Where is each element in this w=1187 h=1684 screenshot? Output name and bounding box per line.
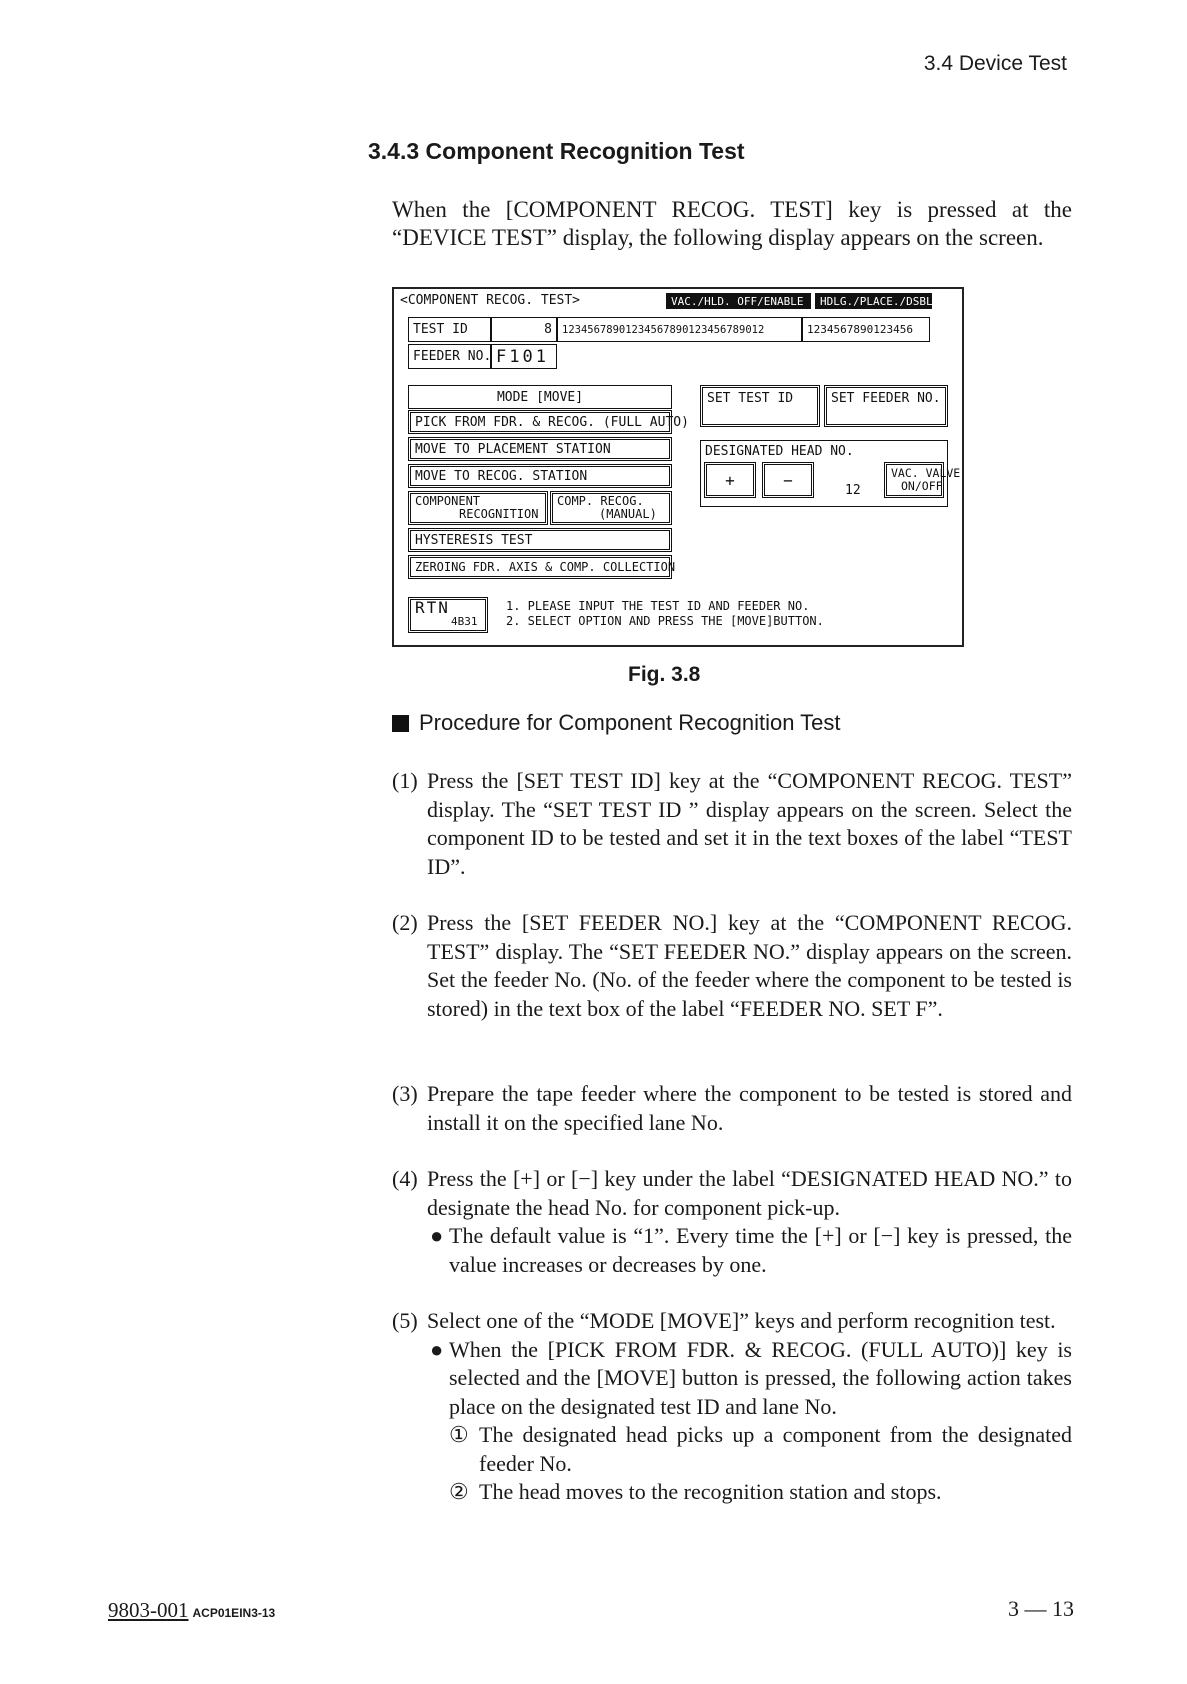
page-number: 3 — 13 <box>1008 1596 1074 1621</box>
rtn-code: 4B31 <box>451 615 478 628</box>
step-text-block <box>427 1307 1072 1507</box>
sub-item-2 <box>449 1478 1072 1507</box>
step-3 <box>392 1080 1072 1137</box>
feeder-no-label: FEEDER NO. <box>408 344 491 369</box>
head-number-value: 12 <box>845 483 861 498</box>
pick-from-fdr-recog-key[interactable]: PICK FROM FDR. & RECOG. (FULL AUTO) <box>408 410 672 434</box>
set-test-id-key[interactable]: SET TEST ID <box>700 385 820 427</box>
component-recognition-key[interactable] <box>408 491 548 525</box>
component-recognition-line2: RECOGNITION <box>459 507 539 521</box>
vac-valve-line1: VAC. VALVE <box>891 466 961 480</box>
test-id-text-2[interactable]: 1234567890123456 <box>802 317 930 342</box>
sub-item-1 <box>449 1421 1072 1478</box>
zeroing-key[interactable]: ZEROING FDR. AXIS & COMP. COLLECTION <box>408 555 672 579</box>
move-to-recog-key[interactable]: MOVE TO RECOG. STATION <box>408 464 672 488</box>
plus-key[interactable]: + <box>704 462 756 498</box>
bullet-icon: ● <box>430 1223 444 1248</box>
comp-recog-manual-line1: COMP. RECOG. <box>557 494 644 508</box>
section-header: 3.4 Device Test <box>923 52 1067 75</box>
comp-recog-manual-line2: (MANUAL) <box>599 507 657 521</box>
circled-one-icon: ① <box>449 1422 469 1447</box>
step-number: (3) <box>392 1081 418 1106</box>
step-text: Prepare the tape feeder where the component to be tested is stored and install it on the specified lane No. <box>427 1081 1072 1135</box>
step-bullet <box>430 1222 1072 1279</box>
component-recog-test-screen <box>392 287 964 647</box>
bullet-text: When the [PICK FROM FDR. & RECOG. (FULL AUTO)] key is selected and the [MOVE] button is pressed, the following action takes place on the designated test ID and lane No. <box>449 1336 1072 1419</box>
hysteresis-test-key[interactable]: HYSTERESIS TEST <box>408 528 672 552</box>
move-to-placement-key[interactable]: MOVE TO PLACEMENT STATION <box>408 437 672 461</box>
step-5 <box>392 1307 1072 1507</box>
circled-two-icon: ② <box>449 1479 469 1504</box>
message-1: 1. PLEASE INPUT THE TEST ID AND FEEDER NO. <box>506 599 810 613</box>
vac-valve-line2: ON/OFF <box>901 479 943 493</box>
sub-item-text: The head moves to the recognition station and stops. <box>479 1479 942 1504</box>
mode-title: MODE [MOVE] <box>408 385 672 409</box>
section-title: 3.4.3 Component Recognition Test <box>368 138 745 164</box>
step-text: Press the [SET FEEDER NO.] key at the “COMPONENT RECOG. TEST” display. The “SET FEEDER NO.” display appears on the screen. Set the feeder No. (No. of the feeder where the component to be tested is stored) in the text box of the label “FEEDER NO. SET F”. <box>427 910 1072 1021</box>
procedure-heading-text: Procedure for Component Recognition Test <box>419 710 841 735</box>
bullet-icon: ● <box>430 1336 444 1362</box>
test-id-text-1[interactable]: 12345678901234567890123456789012 <box>557 317 802 342</box>
doc-code: ACP01EIN3-13 <box>192 1606 276 1620</box>
black-square-icon <box>392 715 409 732</box>
rtn-label: RTN <box>415 598 450 617</box>
step-number: (4) <box>392 1166 418 1191</box>
doc-id-number: 9803-001 <box>108 1598 189 1622</box>
designated-head-label: DESIGNATED HEAD NO. <box>705 444 854 459</box>
step-4 <box>392 1165 1072 1279</box>
step-text: Select one of the “MODE [MOVE]” keys and perform recognition test. <box>427 1308 1056 1333</box>
bullet-text: The default value is “1”. Every time the [+] or [−] key is pressed, the value increases or decreases by one. <box>449 1223 1072 1277</box>
component-recognition-line1: COMPONENT <box>415 494 481 508</box>
comp-recog-manual-key[interactable] <box>550 491 672 525</box>
test-id-label: TEST ID <box>408 317 491 342</box>
feeder-no-value[interactable]: F101 <box>491 344 557 369</box>
set-feeder-no-key[interactable]: SET FEEDER NO. <box>824 385 948 427</box>
procedure-heading <box>392 710 841 736</box>
screen-messages <box>506 599 824 629</box>
step-number: (1) <box>392 768 418 793</box>
screen-title: <COMPONENT RECOG. TEST> <box>400 293 581 308</box>
step-text: Press the [+] or [−] key under the label “DESIGNATED HEAD NO.” to designate the head No. for component pick-up. <box>427 1166 1072 1220</box>
message-2: 2. SELECT OPTION AND PRESS THE [MOVE]BUTTON. <box>506 614 824 628</box>
sub-item-text: The designated head picks up a component from the designated feeder No. <box>479 1422 1072 1476</box>
step-text-block <box>427 1165 1072 1279</box>
document-id <box>108 1598 275 1623</box>
step-bullet <box>430 1336 1072 1507</box>
step-text: Press the [SET TEST ID] key at the “COMPONENT RECOG. TEST” display. The “SET TEST ID ” display appears on the screen. Select the component ID to be tested and set it in the text boxes of the label “TEST ID”. <box>427 768 1072 879</box>
minus-key[interactable]: − <box>762 462 814 498</box>
step-number: (2) <box>392 910 418 935</box>
intro-paragraph: When the [COMPONENT RECOG. TEST] key is pressed at the “DEVICE TEST” display, the following display appears on the screen. <box>392 197 1072 250</box>
step-number: (5) <box>392 1308 418 1333</box>
step-1 <box>392 767 1072 881</box>
hdlg-place-key[interactable]: HDLG./PLACE./DSBL <box>815 293 932 309</box>
figure-caption: Fig. 3.8 <box>628 663 701 686</box>
rtn-key[interactable] <box>408 597 488 633</box>
test-id-value[interactable]: 8 <box>491 317 557 342</box>
vac-valve-key[interactable] <box>884 462 961 498</box>
vac-hld-key[interactable]: VAC./HLD. OFF/ENABLE <box>666 293 811 309</box>
step-2 <box>392 909 1072 1023</box>
